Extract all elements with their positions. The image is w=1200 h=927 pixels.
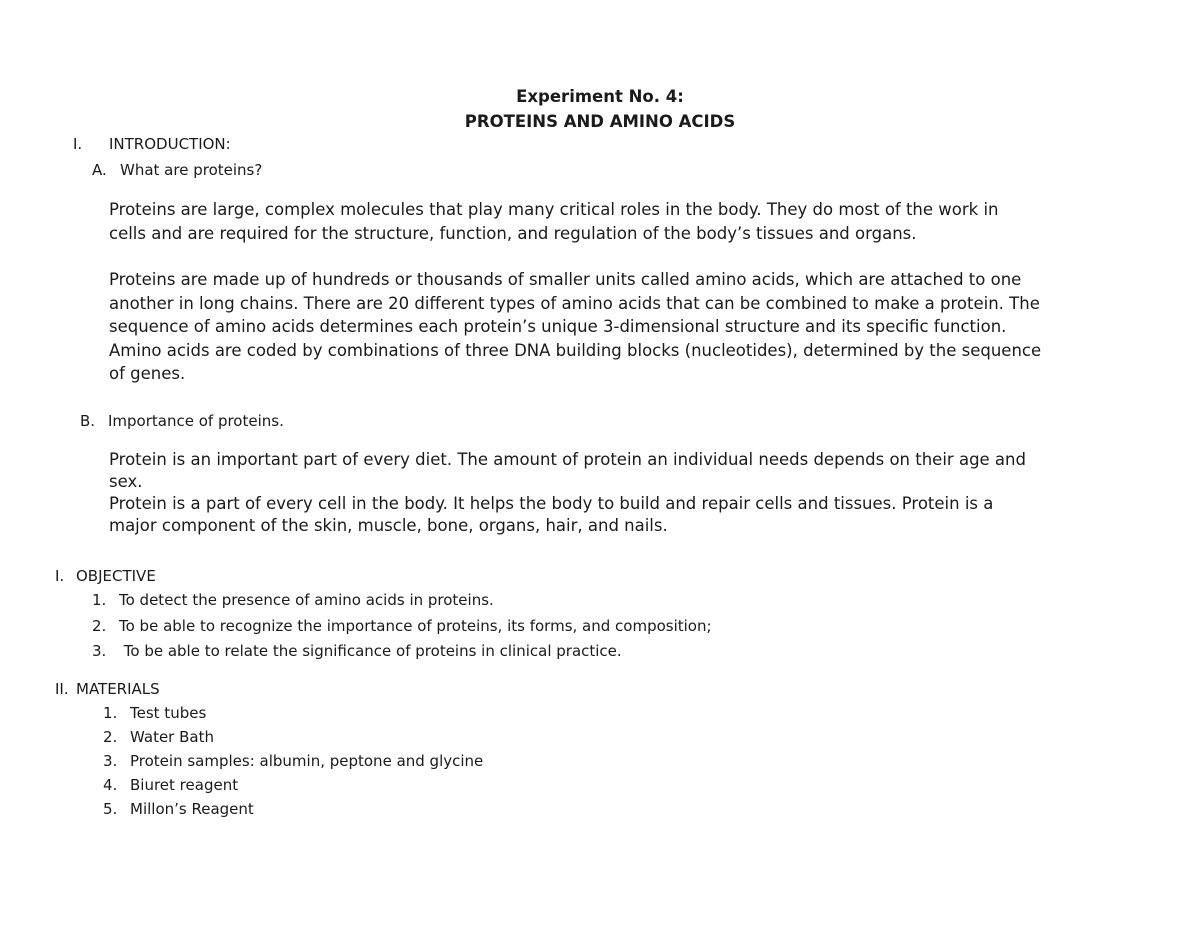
list-text: To be able to relate the significance of proteins in clinical practice. [119,642,622,660]
list-item [103,726,483,750]
paragraph-line: cells and are required for the structure, function, and regulation of the body’s tissues and organs. [109,223,917,243]
paragraph-importance [109,449,1149,537]
section-label: INTRODUCTION: [109,135,231,153]
list-number: 2. [103,728,118,746]
list-item [92,640,712,666]
list-number: 2. [92,616,107,635]
list-item [103,750,483,774]
list-text: Test tubes [130,704,207,722]
paragraph-amino-acids [109,268,1149,386]
list-number: 3. [92,642,107,660]
paragraph-line: sex. [109,472,143,491]
list-text: Biuret reagent [130,776,239,794]
subsection-b-heading [80,411,284,431]
list-item [103,702,483,726]
list-text: Water Bath [130,728,214,746]
paragraph-line: sequence of amino acids determines each protein’s unique 3-dimensional structure and its specific function. [109,317,1007,336]
list-item [103,798,483,822]
subsection-label: Importance of proteins. [108,412,284,430]
subsection-a-heading [92,160,262,180]
materials-list [103,702,483,822]
list-text: To detect the presence of amino acids in proteins. [119,591,494,609]
paragraph-line: of genes. [109,364,186,383]
section-label: MATERIALS [76,680,160,698]
list-number: 5. [103,800,118,818]
list-number: 1. [92,591,107,609]
list-item [92,615,712,641]
materials-heading [55,679,160,699]
paragraph-proteins-definition [109,198,1149,245]
subsection-letter: B. [80,412,96,430]
introduction-heading [73,134,231,154]
list-text: To be able to recognize the importance of proteins, its forms, and composition; [119,616,712,635]
list-number: 4. [103,776,118,794]
paragraph-line: Amino acids are coded by combinations of three DNA building blocks (nucleotides), determined by the sequence [109,340,1042,360]
paragraph-line: major component of the skin, muscle, bone, organs, hair, and nails. [109,516,668,535]
section-number: II. [55,680,69,698]
list-text: Millon’s Reagent [130,800,254,818]
list-number: 3. [103,752,118,770]
paragraph-line: Proteins are made up of hundreds or thousands of smaller units called amino acids, which are attached to one [109,270,1022,289]
list-number: 1. [103,704,118,722]
paragraph-line: Proteins are large, complex molecules that play many critical roles in the body. They do most of the work in [109,200,999,219]
experiment-topic-title: PROTEINS AND AMINO ACIDS [464,112,736,131]
list-text: Protein samples: albumin, peptone and glycine [130,752,484,770]
section-number: I. [55,567,65,585]
section-number: I. [73,135,83,153]
subsection-label: What are proteins? [120,161,263,179]
objective-heading [55,566,156,586]
list-item [103,774,483,798]
list-item [92,589,712,615]
objective-list [92,589,712,666]
paragraph-line: another in long chains. There are 20 different types of amino acids that can be combined to make a protein. The [109,293,1040,313]
experiment-number-title: Experiment No. 4: [516,87,684,106]
subsection-letter: A. [92,161,107,179]
paragraph-line: Protein is an important part of every diet. The amount of protein an individual needs depends on their age and [109,450,1026,469]
section-label: OBJECTIVE [76,567,156,585]
paragraph-line: Protein is a part of every cell in the body. It helps the body to build and repair cells and tissues. Protein is a [109,494,994,513]
